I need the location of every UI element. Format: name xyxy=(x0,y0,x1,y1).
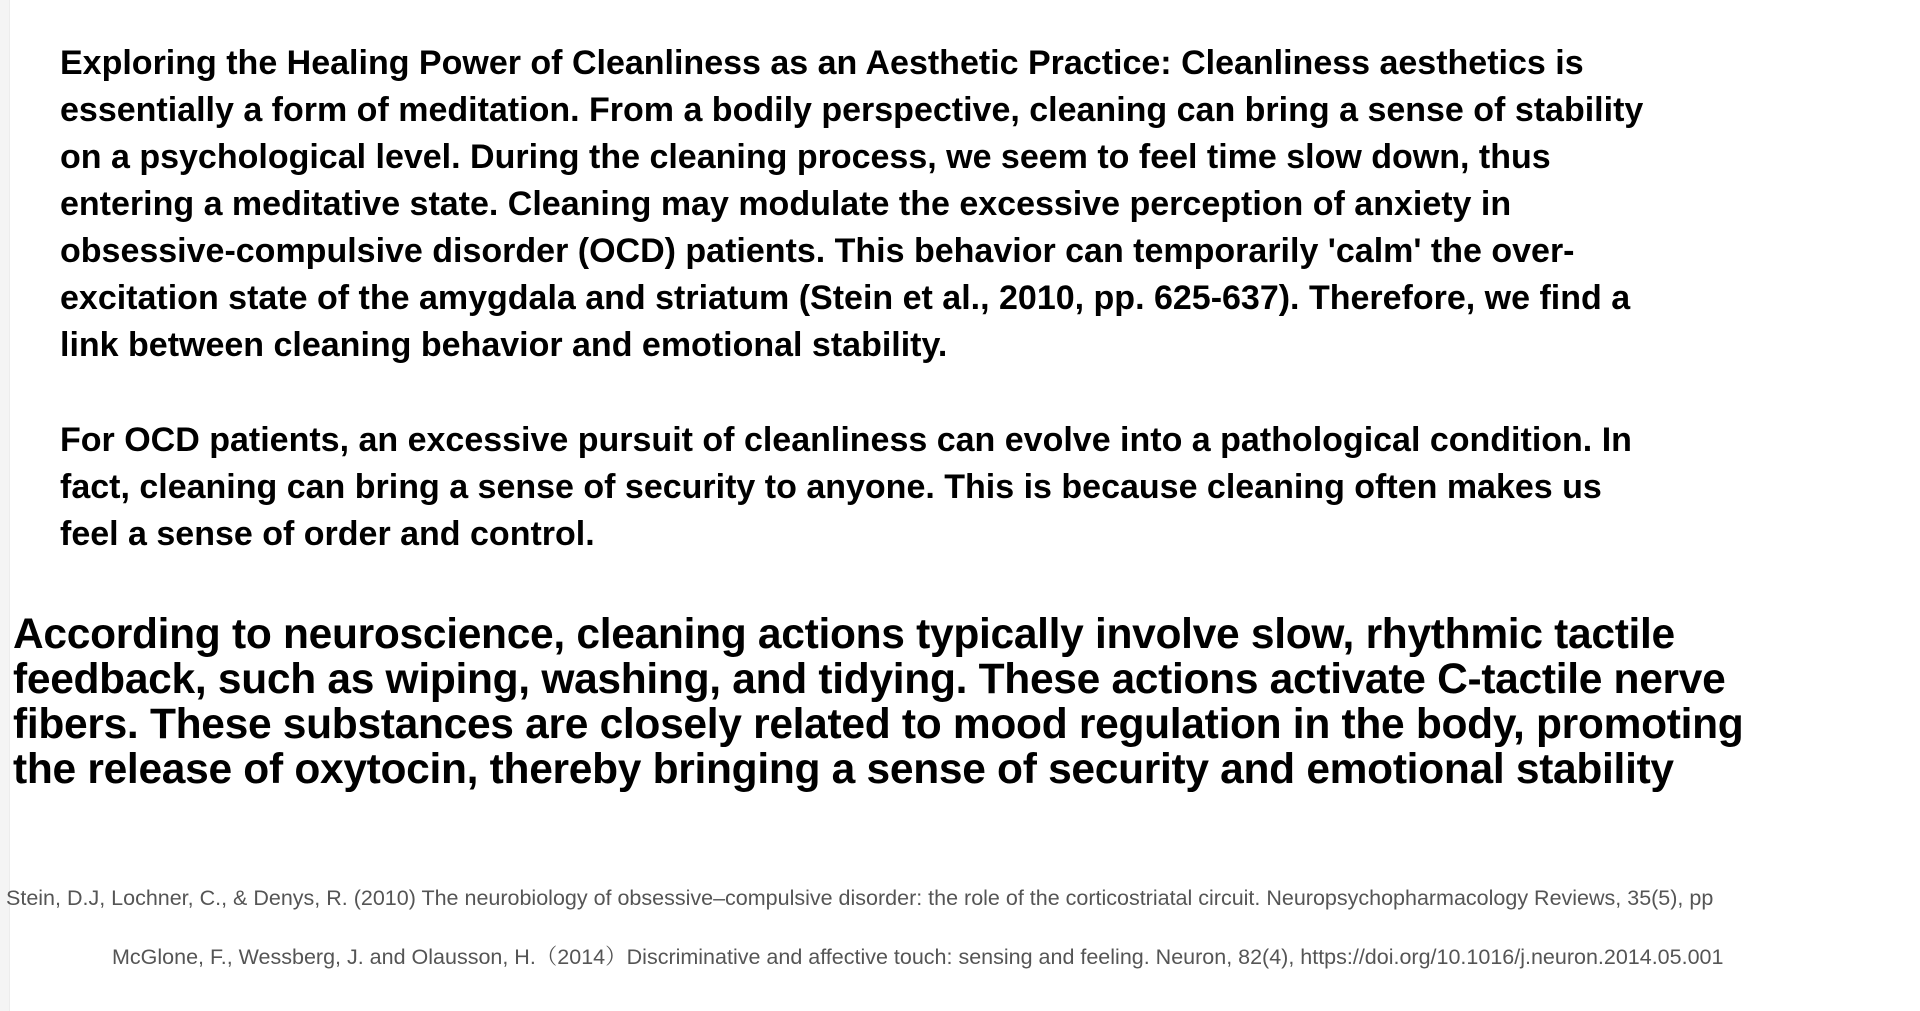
text-line: entering a meditative state. Cleaning may modulate the excessive perception of anxiety in xyxy=(60,185,1512,223)
reference-stein: Stein, D.J, Lochner, C., & Denys, R. (2010) The neurobiology of obsessive–compulsive disorder: the role of the corticostriatal circuit. Neuropsychopharmacology Reviews, 35(5), pp xyxy=(6,886,1714,910)
text-line: excitation state of the amygdala and striatum (Stein et al., 2010, pp. 625-637). Therefore, we find a xyxy=(60,279,1631,317)
paragraph-neuroscience xyxy=(13,612,1743,792)
paragraph-cleanliness-meditation xyxy=(60,40,1643,369)
left-edge-strip xyxy=(0,0,10,1011)
text-line: link between cleaning behavior and emotional stability. xyxy=(60,326,948,364)
text-line: feel a sense of order and control. xyxy=(60,515,595,553)
paragraph-ocd-security xyxy=(60,417,1632,558)
text-line: obsessive-compulsive disorder (OCD) patients. This behavior can temporarily 'calm' the over- xyxy=(60,232,1575,270)
text-line: fact, cleaning can bring a sense of security to anyone. This is because cleaning often makes us xyxy=(60,468,1602,506)
text-line: Exploring the Healing Power of Cleanliness as an Aesthetic Practice: Cleanliness aesthetics is xyxy=(60,44,1584,82)
text-line: feedback, such as wiping, washing, and tidying. These actions activate C-tactile nerve xyxy=(13,656,1726,703)
text-line: For OCD patients, an excessive pursuit of cleanliness can evolve into a pathological condition. In xyxy=(60,421,1632,459)
text-line: on a psychological level. During the cleaning process, we seem to feel time slow down, thus xyxy=(60,138,1551,176)
text-line: the release of oxytocin, thereby bringing a sense of security and emotional stability xyxy=(13,746,1674,793)
reference-mcglone: McGlone, F., Wessberg, J. and Olausson, H.（2014）Discriminative and affective touch: sensing and feeling. Neuron, 82(4), https://doi.org/10.1016/j.neuron.2014.05.001 xyxy=(112,945,1724,969)
text-line: fibers. These substances are closely related to mood regulation in the body, promoting xyxy=(13,701,1744,748)
text-line: essentially a form of meditation. From a bodily perspective, cleaning can bring a sense of stability xyxy=(60,91,1644,129)
text-line: According to neuroscience, cleaning actions typically involve slow, rhythmic tactile xyxy=(13,611,1675,658)
